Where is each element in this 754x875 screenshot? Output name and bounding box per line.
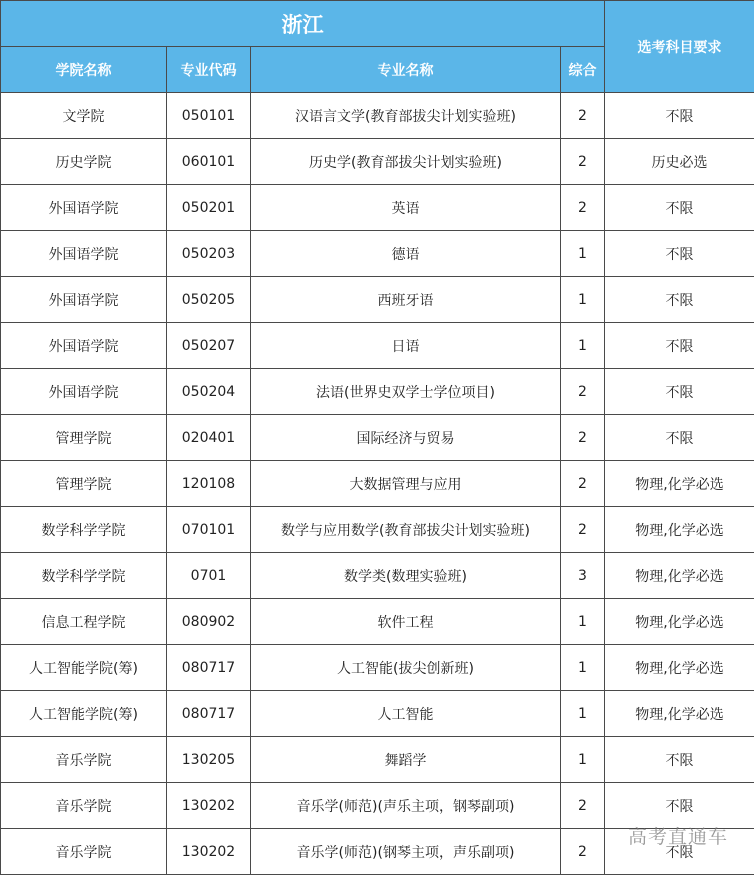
cell-composite: 2 (561, 139, 605, 185)
cell-major: 国际经济与贸易 (251, 415, 561, 461)
table-row (1, 461, 754, 507)
cell-composite: 1 (561, 323, 605, 369)
province-title: 浙江 (1, 1, 605, 47)
cell-code: 050204 (167, 369, 251, 415)
table-row (1, 691, 754, 737)
table-row (1, 323, 754, 369)
watermark-text: 高考直通车 (627, 826, 728, 848)
cell-code: 080717 (167, 645, 251, 691)
cell-requirement: 不限 (605, 93, 754, 139)
cell-code: 070101 (167, 507, 251, 553)
table-row (1, 369, 754, 415)
cell-requirement: 不限 (605, 783, 754, 829)
cell-college: 历史学院 (1, 139, 167, 185)
cell-code: 050203 (167, 231, 251, 277)
cell-composite: 2 (561, 829, 605, 875)
table-row (1, 645, 754, 691)
cell-college: 人工智能学院(筹) (1, 691, 167, 737)
cell-college: 外国语学院 (1, 369, 167, 415)
table-row (1, 93, 754, 139)
cell-major: 数学类(数理实验班) (251, 553, 561, 599)
cell-code: 080902 (167, 599, 251, 645)
cell-major: 音乐学(师范)(声乐主项，钢琴副项) (251, 783, 561, 829)
cell-composite: 1 (561, 645, 605, 691)
cell-code: 120108 (167, 461, 251, 507)
cell-composite: 2 (561, 93, 605, 139)
cell-major: 数学与应用数学(教育部拔尖计划实验班) (251, 507, 561, 553)
cell-code: 0701 (167, 553, 251, 599)
cell-composite: 2 (561, 507, 605, 553)
cell-major: 大数据管理与应用 (251, 461, 561, 507)
cell-requirement: 物理,化学必选 (605, 461, 754, 507)
cell-code: 080717 (167, 691, 251, 737)
cell-college: 音乐学院 (1, 737, 167, 783)
cell-composite: 3 (561, 553, 605, 599)
cell-code: 130205 (167, 737, 251, 783)
cell-composite: 2 (561, 369, 605, 415)
cell-requirement: 不限 (605, 231, 754, 277)
cell-code: 060101 (167, 139, 251, 185)
cell-code: 130202 (167, 829, 251, 875)
table-row (1, 231, 754, 277)
header-major: 专业名称 (251, 47, 561, 93)
table-row (1, 139, 754, 185)
cell-composite: 2 (561, 783, 605, 829)
cell-requirement: 物理,化学必选 (605, 553, 754, 599)
cell-college: 人工智能学院(筹) (1, 645, 167, 691)
cell-requirement: 不限 (605, 369, 754, 415)
cell-composite: 1 (561, 599, 605, 645)
cell-requirement: 不限 (605, 415, 754, 461)
cell-requirement: 历史必选 (605, 139, 754, 185)
cell-code: 130202 (167, 783, 251, 829)
cell-major: 音乐学(师范)(钢琴主项，声乐副项) (251, 829, 561, 875)
table-row (1, 185, 754, 231)
cell-requirement: 物理,化学必选 (605, 507, 754, 553)
cell-major: 法语(世界史双学士学位项目) (251, 369, 561, 415)
cell-composite: 1 (561, 737, 605, 783)
cell-college: 文学院 (1, 93, 167, 139)
cell-college: 管理学院 (1, 461, 167, 507)
cell-college: 管理学院 (1, 415, 167, 461)
cell-major: 舞蹈学 (251, 737, 561, 783)
cell-major: 西班牙语 (251, 277, 561, 323)
cell-composite: 1 (561, 691, 605, 737)
cell-composite: 2 (561, 461, 605, 507)
cell-code: 050205 (167, 277, 251, 323)
cell-college: 外国语学院 (1, 231, 167, 277)
header-composite: 综合 (561, 47, 605, 93)
table-row (1, 737, 754, 783)
table-row (1, 277, 754, 323)
cell-college: 音乐学院 (1, 783, 167, 829)
table-row (1, 553, 754, 599)
cell-code: 050101 (167, 93, 251, 139)
cell-code: 050207 (167, 323, 251, 369)
cell-college: 音乐学院 (1, 829, 167, 875)
header-college: 学院名称 (1, 47, 167, 93)
cell-college: 外国语学院 (1, 277, 167, 323)
cell-requirement: 不限 (605, 829, 754, 875)
cell-code: 050201 (167, 185, 251, 231)
table-row (1, 415, 754, 461)
cell-major: 人工智能 (251, 691, 561, 737)
cell-major: 历史学(教育部拔尖计划实验班) (251, 139, 561, 185)
cell-requirement: 物理,化学必选 (605, 645, 754, 691)
header-requirement: 选考科目要求 (605, 1, 754, 93)
header-code: 专业代码 (167, 47, 251, 93)
table-row (1, 783, 754, 829)
cell-composite: 1 (561, 231, 605, 277)
title-row (1, 1, 754, 47)
cell-major: 软件工程 (251, 599, 561, 645)
cell-major: 德语 (251, 231, 561, 277)
cell-composite: 2 (561, 185, 605, 231)
cell-major: 英语 (251, 185, 561, 231)
cell-composite: 1 (561, 277, 605, 323)
table-row (1, 507, 754, 553)
table-row (1, 599, 754, 645)
cell-code: 020401 (167, 415, 251, 461)
cell-college: 外国语学院 (1, 323, 167, 369)
table-row (1, 829, 754, 875)
cell-major: 人工智能(拔尖创新班) (251, 645, 561, 691)
cell-requirement: 不限 (605, 323, 754, 369)
cell-college: 外国语学院 (1, 185, 167, 231)
cell-college: 数学科学学院 (1, 553, 167, 599)
cell-requirement: 不限 (605, 277, 754, 323)
cell-major: 日语 (251, 323, 561, 369)
cell-college: 信息工程学院 (1, 599, 167, 645)
cell-requirement: 不限 (605, 185, 754, 231)
cell-requirement: 物理,化学必选 (605, 599, 754, 645)
table-body (1, 93, 754, 875)
cell-college: 数学科学学院 (1, 507, 167, 553)
cell-requirement: 不限 (605, 737, 754, 783)
cell-composite: 2 (561, 415, 605, 461)
cell-requirement: 物理,化学必选 (605, 691, 754, 737)
cell-major: 汉语言文学(教育部拔尖计划实验班) (251, 93, 561, 139)
